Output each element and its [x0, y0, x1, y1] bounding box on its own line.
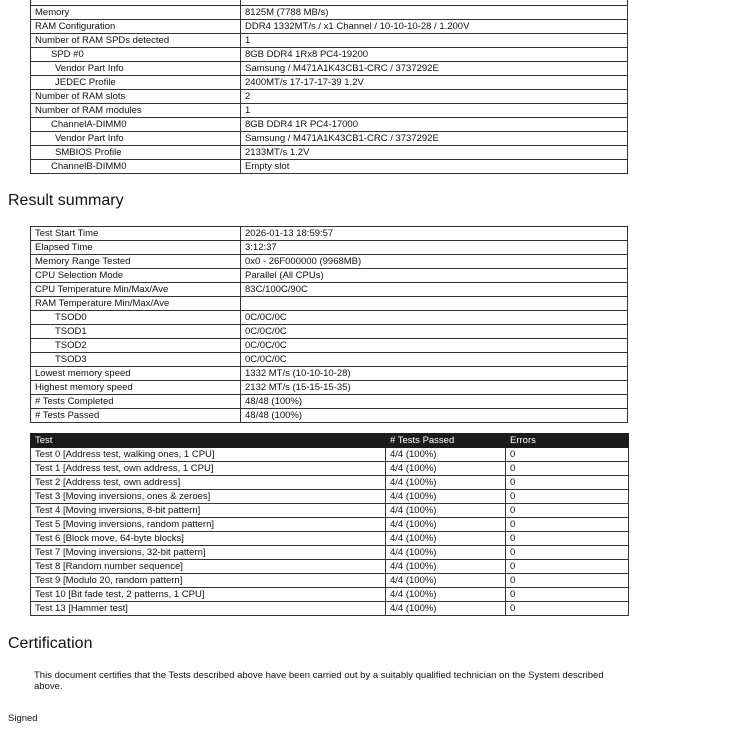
test-name-cell: Test 1 [Address test, own address, 1 CPU]	[31, 462, 386, 476]
result-summary-row	[31, 367, 628, 381]
tests-passed-cell: 4/4 (100%)	[386, 546, 506, 560]
result-summary-row	[31, 409, 628, 423]
row-value: 0C/0C/0C	[241, 311, 628, 325]
test-result-row	[31, 532, 629, 546]
result-summary-row	[31, 255, 628, 269]
row-label: SMBIOS Profile	[31, 146, 241, 160]
tests-passed-cell: 4/4 (100%)	[386, 518, 506, 532]
signed-label: Signed	[8, 713, 38, 724]
row-value: 2	[241, 90, 628, 104]
row-label: Highest memory speed	[31, 381, 241, 395]
row-value: 2400MT/s 17-17-17-39 1.2V	[241, 76, 628, 90]
tests-passed-cell: 4/4 (100%)	[386, 532, 506, 546]
row-value: 2132 MT/s (15-15-15-35)	[241, 381, 628, 395]
result-summary-row	[31, 325, 628, 339]
test-results-table	[30, 433, 629, 616]
test-name-cell: Test 8 [Random number sequence]	[31, 560, 386, 574]
test-result-row	[31, 560, 629, 574]
row-value: DDR4 1332MT/s / x1 Channel / 10-10-10-28 / 1.200V	[241, 20, 628, 34]
test-results-header-row	[31, 434, 629, 448]
system-info-row	[31, 118, 628, 132]
errors-cell: 0	[506, 518, 629, 532]
row-value: 1	[241, 34, 628, 48]
tests-passed-cell: 4/4 (100%)	[386, 490, 506, 504]
result-summary-heading: Result summary	[8, 192, 124, 209]
row-label: Elapsed Time	[31, 241, 241, 255]
row-label: Memory Range Tested	[31, 255, 241, 269]
errors-cell: 0	[506, 490, 629, 504]
system-info-row	[31, 62, 628, 76]
system-info-row	[31, 146, 628, 160]
errors-cell: 0	[506, 504, 629, 518]
system-info-row	[31, 104, 628, 118]
row-label: RAM Temperature Min/Max/Ave	[31, 297, 241, 311]
result-summary-row	[31, 227, 628, 241]
row-value: 3:12:37	[241, 241, 628, 255]
result-summary-row	[31, 311, 628, 325]
system-info-row	[31, 34, 628, 48]
errors-cell: 0	[506, 448, 629, 462]
row-label: Number of RAM SPDs detected	[31, 34, 241, 48]
tests-passed-cell: 4/4 (100%)	[386, 504, 506, 518]
row-value: Samsung / M471A1K43CB1-CRC / 3737292E	[241, 62, 628, 76]
test-name-cell: Test 7 [Moving inversions, 32-bit pattern]	[31, 546, 386, 560]
errors-cell: 0	[506, 476, 629, 490]
row-value: 0C/0C/0C	[241, 325, 628, 339]
tests-passed-column-header: # Tests Passed	[386, 434, 506, 448]
system-info-row	[31, 20, 628, 34]
errors-cell: 0	[506, 602, 629, 616]
test-name-cell: Test 2 [Address test, own address]	[31, 476, 386, 490]
row-value: 1332 MT/s (10-10-10-28)	[241, 367, 628, 381]
tests-passed-cell: 4/4 (100%)	[386, 588, 506, 602]
system-info-row	[31, 48, 628, 62]
row-value: Empty slot	[241, 160, 628, 174]
errors-cell: 0	[506, 546, 629, 560]
row-label: Number of RAM slots	[31, 90, 241, 104]
test-name-cell: Test 3 [Moving inversions, ones & zeroes]	[31, 490, 386, 504]
test-result-row	[31, 602, 629, 616]
errors-cell: 0	[506, 588, 629, 602]
result-summary-table	[30, 226, 628, 423]
test-name-cell: Test 6 [Block move, 64-byte blocks]	[31, 532, 386, 546]
system-info-row	[31, 160, 628, 174]
row-value: 83C/100C/90C	[241, 283, 628, 297]
tests-passed-cell: 4/4 (100%)	[386, 448, 506, 462]
test-name-cell: Test 10 [Bit fade test, 2 patterns, 1 CPU]	[31, 588, 386, 602]
result-summary-row	[31, 241, 628, 255]
row-value	[241, 297, 628, 311]
row-label: Memory	[31, 6, 241, 20]
test-name-cell: Test 0 [Address test, walking ones, 1 CPU]	[31, 448, 386, 462]
row-label: Test Start Time	[31, 227, 241, 241]
test-name-cell: Test 13 [Hammer test]	[31, 602, 386, 616]
row-label: ChannelA-DIMM0	[31, 118, 241, 132]
row-label: # Tests Passed	[31, 409, 241, 423]
errors-column-header: Errors	[506, 434, 629, 448]
row-value: 0C/0C/0C	[241, 353, 628, 367]
row-label: Lowest memory speed	[31, 367, 241, 381]
test-result-row	[31, 546, 629, 560]
errors-cell: 0	[506, 560, 629, 574]
row-value: 48/48 (100%)	[241, 395, 628, 409]
test-name-cell: Test 9 [Modulo 20, random pattern]	[31, 574, 386, 588]
row-value: 8GB DDR4 1Rx8 PC4-19200	[241, 48, 628, 62]
result-summary-row	[31, 283, 628, 297]
row-label: Vendor Part Info	[31, 62, 241, 76]
result-summary-row	[31, 381, 628, 395]
tests-passed-cell: 4/4 (100%)	[386, 560, 506, 574]
row-value: 2026-01-13 18:59:57	[241, 227, 628, 241]
certification-heading: Certification	[8, 635, 93, 652]
row-value: 0x0 - 26F000000 (9968MB)	[241, 255, 628, 269]
row-value: 2133MT/s 1.2V	[241, 146, 628, 160]
row-label: Vendor Part Info	[31, 132, 241, 146]
test-result-row	[31, 462, 629, 476]
tests-passed-cell: 4/4 (100%)	[386, 462, 506, 476]
result-summary-row	[31, 339, 628, 353]
system-info-table	[30, 0, 628, 174]
result-summary-row	[31, 297, 628, 311]
row-label: ChannelB-DIMM0	[31, 160, 241, 174]
row-label: SPD #0	[31, 48, 241, 62]
result-summary-row	[31, 269, 628, 283]
system-info-row	[31, 6, 628, 20]
row-label: JEDEC Profile	[31, 76, 241, 90]
row-label: CPU Temperature Min/Max/Ave	[31, 283, 241, 297]
test-column-header: Test	[31, 434, 386, 448]
row-label: RAM Configuration	[31, 20, 241, 34]
row-label: CPU Selection Mode	[31, 269, 241, 283]
result-summary-row	[31, 353, 628, 367]
test-result-row	[31, 476, 629, 490]
row-value: 1	[241, 104, 628, 118]
test-result-row	[31, 490, 629, 504]
test-name-cell: Test 5 [Moving inversions, random pattern]	[31, 518, 386, 532]
row-value: 8GB DDR4 1R PC4-17000	[241, 118, 628, 132]
row-value: 8125M (7788 MB/s)	[241, 6, 628, 20]
tests-passed-cell: 4/4 (100%)	[386, 476, 506, 490]
row-label: TSOD1	[31, 325, 241, 339]
system-info-row	[31, 132, 628, 146]
test-result-row	[31, 448, 629, 462]
test-result-row	[31, 574, 629, 588]
row-label: TSOD3	[31, 353, 241, 367]
row-value: Samsung / M471A1K43CB1-CRC / 3737292E	[241, 132, 628, 146]
row-label: # Tests Completed	[31, 395, 241, 409]
errors-cell: 0	[506, 574, 629, 588]
test-result-row	[31, 588, 629, 602]
row-value: Parallel (All CPUs)	[241, 269, 628, 283]
test-name-cell: Test 4 [Moving inversions, 8-bit pattern]	[31, 504, 386, 518]
row-value: 0C/0C/0C	[241, 339, 628, 353]
errors-cell: 0	[506, 532, 629, 546]
errors-cell: 0	[506, 462, 629, 476]
row-label: TSOD2	[31, 339, 241, 353]
tests-passed-cell: 4/4 (100%)	[386, 602, 506, 616]
system-info-row	[31, 90, 628, 104]
row-label: Number of RAM modules	[31, 104, 241, 118]
test-result-row	[31, 518, 629, 532]
system-info-row	[31, 76, 628, 90]
test-result-row	[31, 504, 629, 518]
tests-passed-cell: 4/4 (100%)	[386, 574, 506, 588]
result-summary-row	[31, 395, 628, 409]
row-label: TSOD0	[31, 311, 241, 325]
row-value: 48/48 (100%)	[241, 409, 628, 423]
certification-text: This document certifies that the Tests described above have been carried out by a suitably qualified technician on the System described above.	[34, 670, 604, 692]
